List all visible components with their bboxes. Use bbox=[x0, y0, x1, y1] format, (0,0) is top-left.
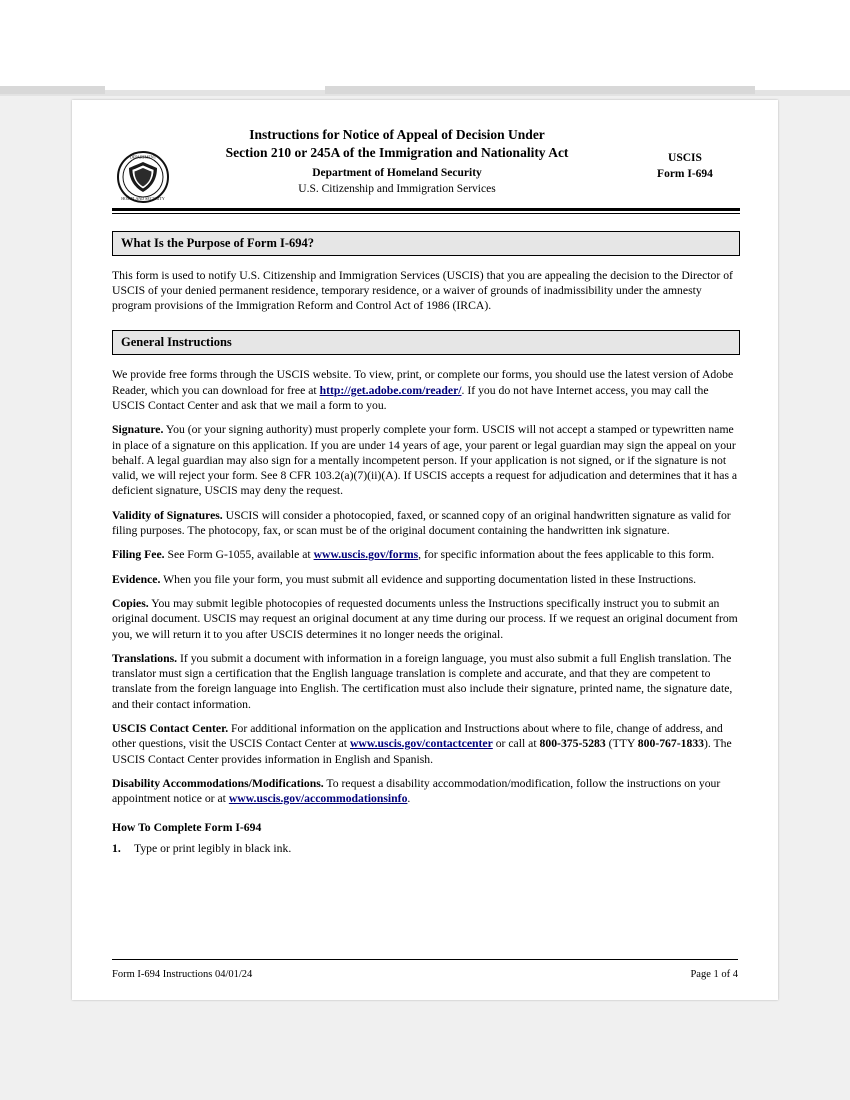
translations-paragraph bbox=[112, 651, 740, 712]
form-agency-abbrev: USCIS bbox=[668, 152, 702, 164]
svg-text:DEPARTMENT: DEPARTMENT bbox=[129, 154, 157, 160]
uscis-accommodations-link[interactable]: www.uscis.gov/accommodationsinfo bbox=[228, 792, 408, 806]
section-heading-purpose: What Is the Purpose of Form I-694? bbox=[112, 231, 740, 256]
evidence-paragraph bbox=[112, 572, 740, 587]
uscis-contact-center-paragraph bbox=[112, 721, 740, 767]
signature-text: You (or your signing authority) must properly complete your form. USCIS will not accept a stamped or typewritten name in place of a signature on this application. If you are under 14 years of age, your parent or legal guardian may sign the appeal on your behalf. A legal guardian may also sign for a mentally incompetent person. If your application is not signed, or if the signature is not valid, we will reject your form. See 8 CFR 103.2(a)(7)(ii)(A). If USCIS accepts a request for adjudication and determines that it has a deficient signature, USCIS may deny the request. bbox=[112, 423, 738, 498]
toolbar-strip-center bbox=[325, 86, 755, 94]
how-to-list-item bbox=[112, 841, 740, 856]
contact-center-text-after: ). The USCIS Contact Center provides information in English and Spanish. bbox=[112, 737, 732, 766]
document-title-line2: Section 210 or 245A of the Immigration and Nationality Act bbox=[225, 145, 569, 160]
contact-center-label: USCIS Contact Center. bbox=[112, 722, 229, 736]
contact-center-phone: 800-375-5283 bbox=[539, 737, 606, 751]
footer-page-number: Page 1 of 4 bbox=[690, 969, 738, 980]
svg-text:HOMELAND SECURITY: HOMELAND SECURITY bbox=[121, 196, 165, 201]
signature-label: Signature. bbox=[112, 423, 164, 437]
how-to-item-number: 1. bbox=[112, 841, 121, 855]
form-identifier bbox=[630, 150, 740, 182]
page-footer bbox=[112, 969, 738, 980]
general-intro-part1: We provide free forms through the USCIS website. To view, print, or complete our forms, you should use the latest version of Adobe Reader, which you can download for free at bbox=[112, 368, 734, 397]
page-content bbox=[112, 122, 740, 856]
disability-text-after: . bbox=[407, 792, 411, 806]
validity-label: Validity of Signatures. bbox=[112, 508, 223, 522]
signature-paragraph bbox=[112, 422, 740, 498]
copies-text: You may submit legible photocopies of requested documents unless the Instructions specifically instruct you to submit an original document. USCIS may request an original document at any time during our process. If we request an original document from you, we will return it to you after USCIS determines it no longer needs the original. bbox=[112, 596, 738, 641]
validity-of-signatures-paragraph bbox=[112, 508, 740, 539]
disability-accommodations-paragraph bbox=[112, 776, 740, 807]
copies-paragraph bbox=[112, 596, 740, 642]
form-number: Form I-694 bbox=[657, 168, 713, 180]
document-title-line1: Instructions for Notice of Appeal of Decision Under bbox=[249, 127, 545, 142]
contact-center-text-middle: or call at bbox=[492, 737, 540, 751]
how-to-complete-heading: How To Complete Form I-694 bbox=[112, 820, 262, 834]
document-header bbox=[112, 122, 740, 204]
dhs-seal-icon bbox=[116, 150, 170, 204]
uscis-forms-link[interactable]: www.uscis.gov/forms bbox=[313, 548, 419, 562]
filing-fee-label: Filing Fee. bbox=[112, 548, 165, 562]
contact-center-tty-prefix: (TTY bbox=[605, 737, 638, 751]
document-page bbox=[72, 100, 778, 1000]
agency-line2: U.S. Citizenship and Immigration Services bbox=[298, 183, 496, 195]
validity-text: USCIS will consider a photocopied, faxed, or scanned copy of an original handwritten signature as valid for filing purposes. The photocopy, fax, or scan must be of the original document containing the handwritten ink signature. bbox=[112, 508, 731, 538]
adobe-reader-link[interactable]: http://get.adobe.com/reader/ bbox=[319, 383, 462, 397]
purpose-paragraph: This form is used to notify U.S. Citizenship and Immigration Services (USCIS) that you are appealing the decision to the Director of USCIS of your denied permanent residence, temporary residence, or a waiver of grounds of inadmissibility under the amnesty program provisions of the Immigration Reform and Control Act of 1986 (IRCA). bbox=[112, 268, 733, 313]
section-heading-general-instructions: General Instructions bbox=[112, 330, 740, 355]
header-title-block bbox=[182, 126, 612, 197]
uscis-contactcenter-link[interactable]: www.uscis.gov/contactcenter bbox=[349, 737, 493, 751]
agency-line1: Department of Homeland Security bbox=[312, 167, 482, 179]
general-intro-part2: . If you do not have Internet access, you may call the USCIS Contact Center and ask that we mail a form to you. bbox=[112, 383, 709, 412]
evidence-label: Evidence. bbox=[112, 572, 161, 586]
filing-fee-text-before: See Form G-1055, available at bbox=[164, 548, 314, 562]
translations-label: Translations. bbox=[112, 651, 178, 665]
how-to-item-text: Type or print legibly in black ink. bbox=[134, 841, 292, 855]
contact-center-text-before: For additional information on the application and Instructions about where to file, change of address, and other questions, visit the USCIS Contact Center at bbox=[112, 722, 723, 751]
header-rule-thin bbox=[112, 213, 740, 214]
disability-label: Disability Accommodations/Modifications. bbox=[112, 776, 324, 790]
filing-fee-text-after: , for specific information about the fees applicable to this form. bbox=[418, 548, 715, 562]
filing-fee-paragraph bbox=[112, 547, 740, 562]
footer-form-info: Form I-694 Instructions 04/01/24 bbox=[112, 969, 253, 980]
copies-label: Copies. bbox=[112, 596, 149, 610]
general-intro-paragraph bbox=[112, 367, 740, 413]
toolbar-strip-left bbox=[0, 86, 105, 94]
header-rule-thick bbox=[112, 208, 740, 211]
translations-text: If you submit a document with information in a foreign language, you must also submit a full English translation. The translator must sign a certification that the English language translation is complete and accurate, and that they are competent to translate from the foreign language into English. The certification must also include their signature, printed name, the signature date, and their contact information. bbox=[112, 651, 733, 711]
contact-center-tty-phone: 800-767-1833 bbox=[637, 737, 705, 751]
disability-text-before: To request a disability accommodation/modification, follow the instructions on your appointment notice or at bbox=[112, 776, 721, 806]
evidence-text: When you file your form, you must submit all evidence and supporting documentation listed in these Instructions. bbox=[160, 572, 697, 586]
footer-divider bbox=[112, 959, 738, 960]
